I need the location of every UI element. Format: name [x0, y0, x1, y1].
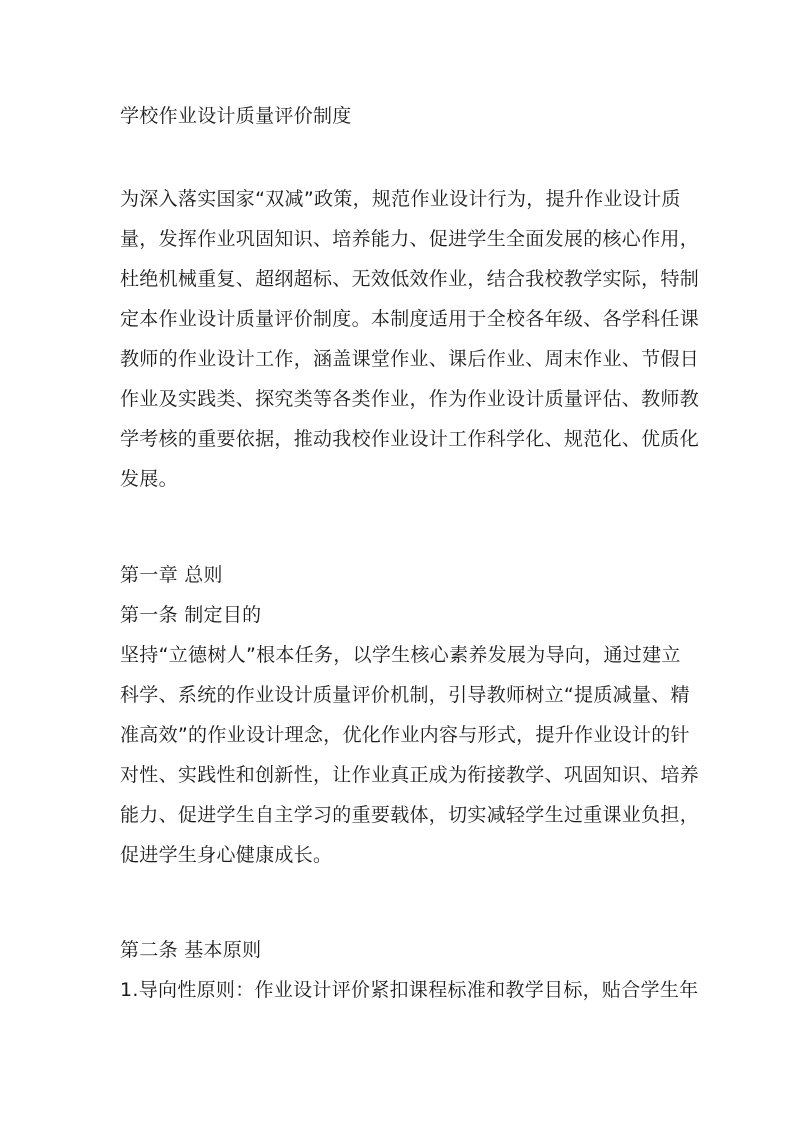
article-line: 能力、促进学生自主学习的重要载体，切实减轻学生过重课业负担， [120, 804, 700, 826]
article-line: 坚持“立德树人”根本任务，以学生核心素养发展为导向，通过建立 [120, 644, 681, 666]
intro-line: 为深入落实国家“双减”政策，规范作业设计行为，提升作业设计质 [120, 188, 681, 210]
article-line: 1.导向性原则：作业设计评价紧扣课程标准和教学目标，贴合学生年 [120, 979, 699, 1001]
article-line: 促进学生身心健康成长。 [120, 844, 333, 866]
intro-line: 定本作业设计质量评价制度。本制度适用于全校各年级、各学科任课 [120, 308, 700, 330]
article-line: 对性、实践性和创新性，让作业真正成为衔接教学、巩固知识、培养 [120, 764, 700, 786]
intro-line: 量，发挥作业巩固知识、培养能力、促进学生全面发展的核心作用， [120, 228, 700, 250]
intro-line: 杜绝机械重复、超纲超标、无效低效作业，结合我校教学实际，特制 [120, 268, 700, 290]
article-line: 科学、系统的作业设计质量评价机制，引导教师树立“提质减量、精 [120, 684, 690, 706]
article-heading: 第二条 基本原则 [120, 939, 262, 961]
intro-line: 发展。 [120, 468, 178, 490]
intro-line: 学考核的重要依据，推动我校作业设计工作科学化、规范化、优质化 [120, 428, 700, 450]
intro-line: 教师的作业设计工作，涵盖课堂作业、课后作业、周末作业、节假日 [120, 348, 700, 370]
document-title: 学校作业设计质量评价制度 [120, 105, 352, 127]
article-heading: 第一条 制定目的 [120, 604, 262, 626]
intro-line: 作业及实践类、探究类等各类作业，作为作业设计质量评估、教师教 [120, 388, 700, 410]
chapter-heading: 第一章 总则 [120, 564, 223, 586]
article-line: 准高效”的作业设计理念，优化作业内容与形式，提升作业设计的针 [120, 724, 690, 746]
